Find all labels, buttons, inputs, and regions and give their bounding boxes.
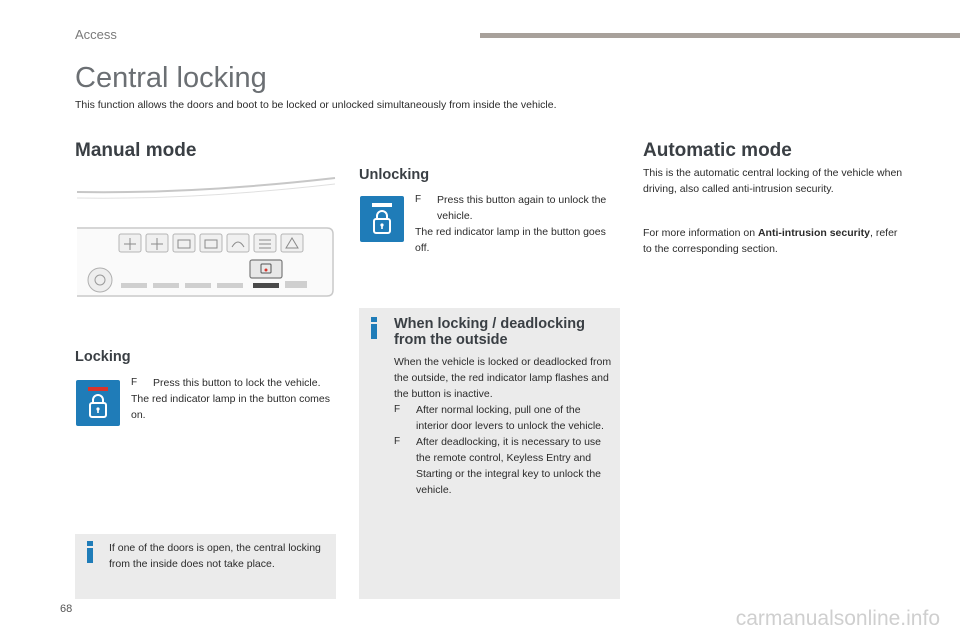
outside-locking-info-box <box>359 308 620 599</box>
unlocking-instructions <box>415 192 620 256</box>
locking-instructions <box>131 375 331 423</box>
lock-icon <box>86 386 110 420</box>
page-intro: This function allows the doors and boot to be locked or unlocked simultaneously from inside the vehicle. <box>75 99 557 111</box>
automatic-mode-heading: Automatic mode <box>643 140 792 161</box>
bullet-marker: F <box>394 436 401 447</box>
page-title: Central locking <box>75 62 267 94</box>
outside-locking-bullet-text: After deadlocking, it is necessary to use the remote control, Keyless Entry and Starting or the integral key to unlock the vehicle. <box>416 436 602 496</box>
locking-bullet-text: Press this button to lock the vehicle. <box>153 377 321 389</box>
automatic-mode-para2 <box>643 225 903 257</box>
unlocking-bullet-text: Press this button again to unlock the vehicle. <box>437 194 607 222</box>
outside-locking-bullet-text: After normal locking, pull one of the interior door levers to unlock the vehicle. <box>416 404 604 432</box>
info-icon <box>86 541 94 563</box>
manual-mode-heading: Manual mode <box>75 140 197 161</box>
unlocking-note: The red indicator lamp in the button goes off. <box>415 226 606 254</box>
watermark: carmanualsonline.info <box>735 607 940 630</box>
lock-icon <box>370 202 394 236</box>
outside-locking-body <box>394 354 612 498</box>
anti-intrusion-link-text: Anti-intrusion security <box>757 227 870 239</box>
bullet-marker: F <box>394 404 401 415</box>
outside-locking-intro: When the vehicle is locked or deadlocked from the outside, the red indicator lamp flashes and the button is inactive. <box>394 356 612 400</box>
automatic-mode-para1: This is the automatic central locking of the vehicle when driving, also called anti-intrusion security. <box>643 167 903 195</box>
para2-prefix: For more information on <box>643 227 758 239</box>
outside-locking-heading: When locking / deadlocking from the outside <box>394 316 585 348</box>
outside-locking-bullet <box>394 402 612 434</box>
unlocking-bullet <box>415 192 620 224</box>
page-number: 68 <box>60 603 73 615</box>
dashboard-illustration <box>75 172 337 300</box>
bullet-marker: F <box>131 377 138 388</box>
locking-bullet <box>131 375 331 391</box>
unlock-button-illustration <box>360 196 404 242</box>
section-label: Access <box>75 27 117 42</box>
door-open-info-box <box>75 534 336 599</box>
bullet-marker: F <box>415 194 422 205</box>
info-icon <box>370 317 378 339</box>
locking-heading: Locking <box>75 349 131 365</box>
unlocking-heading: Unlocking <box>359 167 430 183</box>
lock-button-illustration <box>76 380 120 426</box>
header-rule <box>480 33 960 38</box>
locking-note: The red indicator lamp in the button comes on. <box>131 393 331 421</box>
door-open-info-text: If one of the doors is open, the central locking from the inside does not take place. <box>109 542 321 570</box>
outside-locking-bullet <box>394 434 612 498</box>
para2-suffix: , refer to the corresponding section. <box>643 227 898 255</box>
